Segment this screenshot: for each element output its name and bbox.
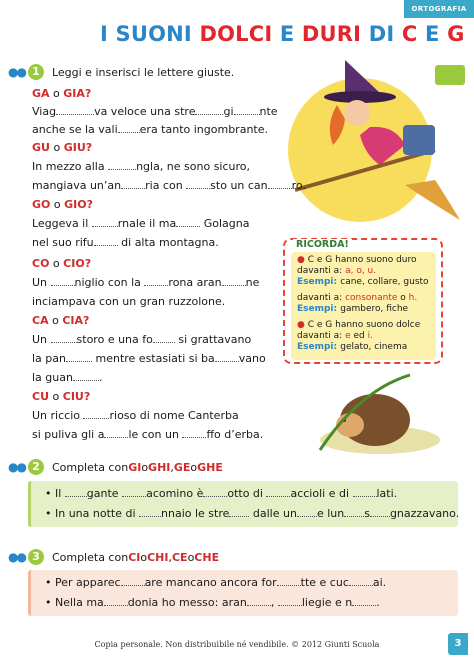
text-line: Un niglio con la rona aran ne <box>32 276 260 289</box>
exercise-line: • In una notte di nnaio le stre dalle un e lun s gnazzavano. <box>45 507 460 520</box>
sound-pair: CO o CIO? <box>32 257 92 270</box>
text-line: la pan mentre estasiati si ba vano <box>32 352 266 365</box>
ricorda-box <box>283 238 443 364</box>
page-number: 3 <box>448 633 468 655</box>
exercise-1-heading: ●● 1 Leggi e inserisci le lettere giuste. <box>8 65 235 79</box>
exercise-line: • Il gante acomino è otto di accioli e di lati. <box>45 487 398 500</box>
exercise-2-box <box>28 481 458 527</box>
ricorda-label: RICORDA! <box>293 239 352 250</box>
sound-pair: GA o GIA? <box>32 87 92 100</box>
exercise-line: • Per apparec are mancano ancora for tte e cuc ai. <box>45 576 387 589</box>
page-title: I SUONI DOLCI E DURI DI C E G <box>100 22 465 46</box>
exercise-2-heading: ●● 2 Completa con GI o GHI , GE o GHE <box>8 460 223 474</box>
footer-copyright: Copia personale. Non distribuibile né vendibile. © 2012 Giunti Scuola <box>94 640 380 649</box>
text-line: mangiava un’an ria con sto un can ro. <box>32 179 306 192</box>
exercise-number: 1 <box>28 64 44 80</box>
exercise-3-heading: ●● 3 Completa con CI o CHI , CE o CHE <box>8 550 220 564</box>
text-line: Un storo e una fo si grattavano <box>32 333 252 346</box>
text-line: inciampava con un gran ruzzolone. <box>32 295 226 308</box>
ricorda-content: ● C e G hanno suono duro davanti a: a, o, u. Esempi: cane, collare, gusto davanti a: consonante o h. Esempi: gambero, fiche ● C e G hanno suono dolce davanti a: e ed i. Esempi: gelato, cinema <box>291 252 436 360</box>
text-line: Leggeva il rnale il ma Golagna <box>32 217 250 230</box>
hedgehog-illustration <box>300 370 450 460</box>
sound-pair: GU o GIU? <box>32 141 93 154</box>
text-line: si puliva gli a le con un ffo d’erba. <box>32 428 264 441</box>
section-tab: ORTOGRAFIA <box>404 0 474 18</box>
text-line: nel suo rifu di alta montagna. <box>32 236 219 249</box>
sound-pair: GO o GIO? <box>32 198 93 211</box>
witch-illustration <box>285 55 470 235</box>
text-line: anche se la vali era tanto ingombrante. <box>32 123 268 136</box>
text-line: Viag va veloce una stre gi nte <box>32 105 278 118</box>
text-line: In mezzo alla ngla, ne sono sicuro, <box>32 160 251 173</box>
exercise-instruction: Leggi e inserisci le lettere giuste. <box>51 65 235 79</box>
text-line: Un riccio rioso di nome Canterba <box>32 409 239 422</box>
exercise-3-box <box>28 570 458 616</box>
sound-pair: CU o CIU? <box>32 390 91 403</box>
text-line: la guan . <box>32 371 103 384</box>
exercise-line: • Nella ma donia ho messo: aran , liegie e n . <box>45 596 380 609</box>
sound-pair: CA o CIA? <box>32 314 90 327</box>
